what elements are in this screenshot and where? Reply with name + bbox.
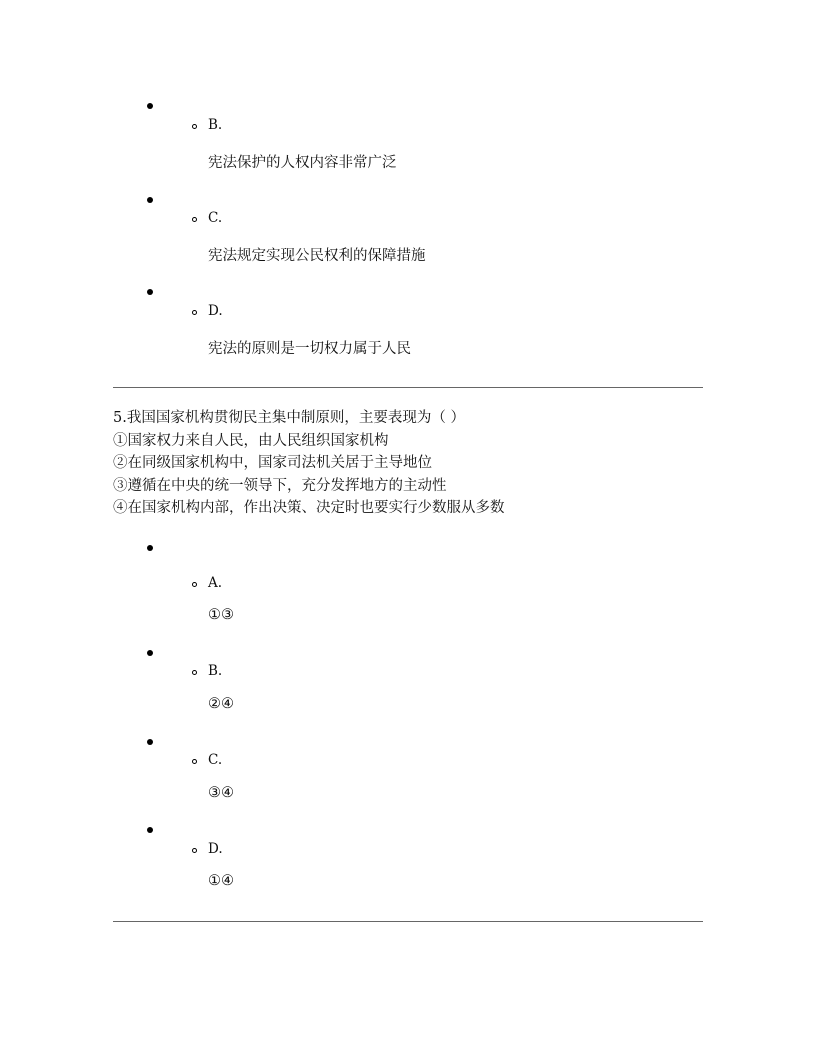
list-bullet	[147, 827, 153, 833]
option-bullet	[192, 582, 197, 587]
option-text-b: ②④	[208, 696, 234, 712]
statement-3: ③遵循在中央的统一领导下，充分发挥地方的主动性	[113, 478, 447, 494]
option-bullet	[192, 848, 197, 853]
divider	[113, 387, 703, 388]
statement-1: ①国家权力来自人民，由人民组织国家机构	[113, 433, 389, 449]
option-letter-b[interactable]: B.	[208, 117, 223, 133]
statement-4: ④在国家机构内部，作出决策、决定时也要实行少数服从多数	[113, 500, 505, 516]
divider	[113, 921, 703, 922]
list-bullet	[147, 545, 153, 551]
option-bullet	[192, 670, 197, 675]
statement-2: ②在同级国家机构中，国家司法机关居于主导地位	[113, 455, 432, 471]
option-text-a: ①③	[208, 607, 234, 623]
option-bullet	[192, 217, 197, 222]
option-letter-a[interactable]: A.	[208, 575, 223, 591]
option-bullet	[192, 759, 197, 764]
list-bullet	[147, 103, 153, 109]
option-text-c: ③④	[208, 785, 234, 801]
option-letter-d[interactable]: D.	[208, 841, 223, 857]
option-text-c: 宪法规定实现公民权利的保障措施	[208, 248, 426, 264]
list-bullet	[147, 289, 153, 295]
list-bullet	[147, 739, 153, 745]
option-letter-d[interactable]: D.	[208, 303, 223, 319]
option-text-b: 宪法保护的人权内容非常广泛	[208, 155, 397, 171]
option-text-d: 宪法的原则是一切权力属于人民	[208, 341, 411, 357]
question-stem: 5.我国国家机构贯彻民主集中制原则，主要表现为（ ）	[113, 410, 465, 426]
option-bullet	[192, 124, 197, 129]
option-letter-c[interactable]: C.	[208, 210, 223, 226]
option-letter-c[interactable]: C.	[208, 752, 223, 768]
option-text-d: ①④	[208, 873, 234, 889]
option-letter-b[interactable]: B.	[208, 663, 223, 679]
option-bullet	[192, 310, 197, 315]
list-bullet	[147, 197, 153, 203]
list-bullet	[147, 650, 153, 656]
